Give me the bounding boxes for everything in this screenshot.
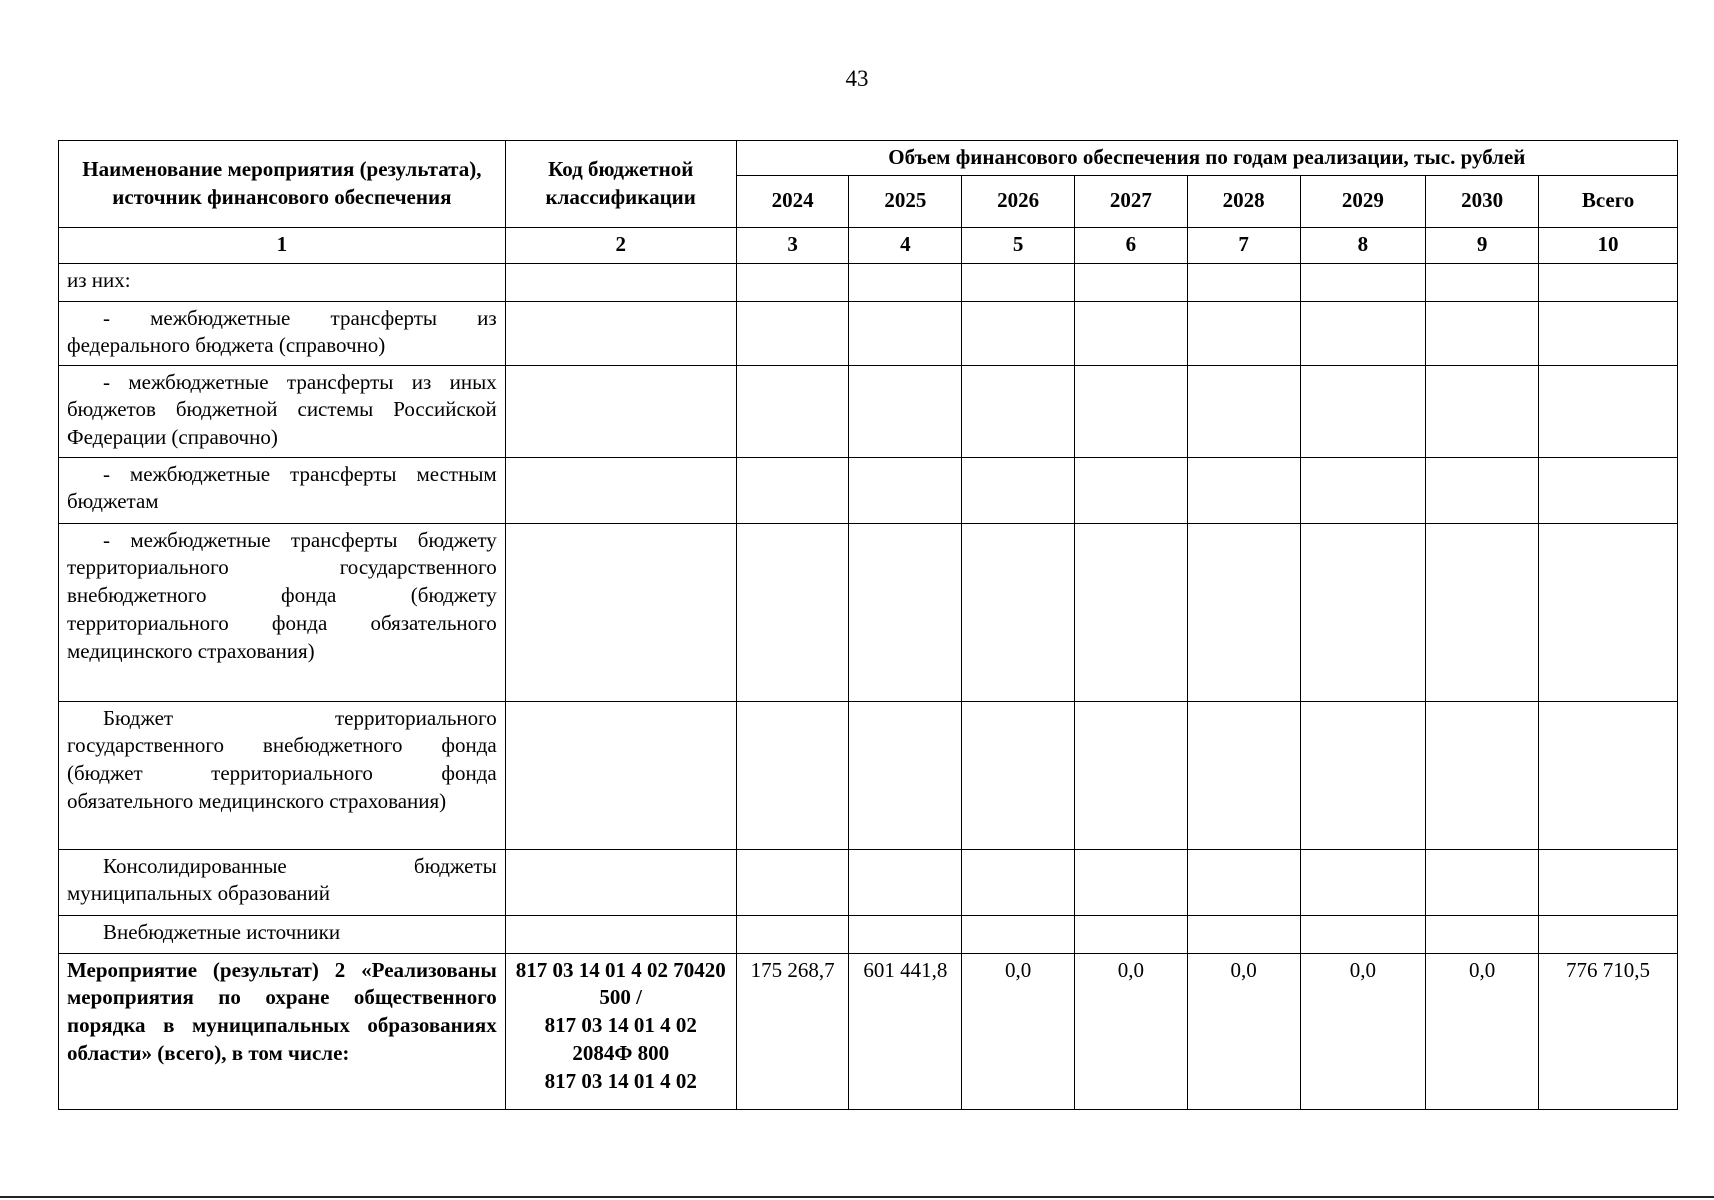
row-name: из них: bbox=[59, 263, 506, 301]
table-row bbox=[59, 953, 1678, 1109]
table-row bbox=[59, 301, 1678, 365]
col-number: 4 bbox=[849, 227, 962, 263]
budget-code bbox=[505, 953, 736, 1109]
value-cell: 0,0 bbox=[1300, 953, 1426, 1109]
budget-code-line: 817 03 14 01 4 02 70420 500 / bbox=[515, 957, 726, 1010]
value-cell: 601 441,8 bbox=[849, 953, 962, 1109]
row-name: - межбюджетные трансферты из иных бюджетов бюджетной системы Российской Федерации (справочно) bbox=[59, 365, 506, 457]
header-year: 2030 bbox=[1426, 175, 1539, 227]
budget-table bbox=[58, 140, 1678, 1110]
col-number: 2 bbox=[505, 227, 736, 263]
header-code: Код бюджетной классификации bbox=[505, 141, 736, 228]
row-name: Мероприятие (результат) 2 «Реализованы мероприятия по охране общественного порядка в муниципальных образованиях области» (всего), в том числе: bbox=[59, 953, 506, 1109]
table-row bbox=[59, 701, 1678, 849]
table-row bbox=[59, 523, 1678, 701]
col-number: 1 bbox=[59, 227, 506, 263]
row-name: Внебюджетные источники bbox=[59, 915, 506, 953]
row-name: Бюджет территориального государственного внебюджетного фонда (бюджет территориального фонда обязательного медицинского страхования) bbox=[59, 701, 506, 849]
col-number: 6 bbox=[1074, 227, 1187, 263]
col-number: 9 bbox=[1426, 227, 1539, 263]
page-bottom-rule bbox=[0, 1196, 1714, 1198]
header-volume: Объем финансового обеспечения по годам реализации, тыс. рублей bbox=[736, 141, 1677, 176]
col-number: 8 bbox=[1300, 227, 1426, 263]
col-number: 3 bbox=[736, 227, 849, 263]
col-number: 10 bbox=[1539, 227, 1678, 263]
row-name: - межбюджетные трансферты из федерального бюджета (справочно) bbox=[59, 301, 506, 365]
header-year: 2024 bbox=[736, 175, 849, 227]
row-name: - межбюджетные трансферты местным бюджетам bbox=[59, 457, 506, 523]
header-year: 2026 bbox=[962, 175, 1075, 227]
header-name: Наименование мероприятия (результата), источник финансового обеспечения bbox=[59, 141, 506, 228]
col-number: 5 bbox=[962, 227, 1075, 263]
value-cell: 0,0 bbox=[1187, 953, 1300, 1109]
value-cell: 0,0 bbox=[1426, 953, 1539, 1109]
header-year: 2027 bbox=[1074, 175, 1187, 227]
table-row bbox=[59, 849, 1678, 915]
row-name: Консолидированные бюджеты муниципальных образований bbox=[59, 849, 506, 915]
header-total: Всего bbox=[1539, 175, 1678, 227]
table-row bbox=[59, 457, 1678, 523]
table-row bbox=[59, 365, 1678, 457]
budget-code-line: 817 03 14 01 4 02 2084Ф 800 bbox=[544, 1013, 697, 1065]
value-cell: 0,0 bbox=[1074, 953, 1187, 1109]
table-row bbox=[59, 915, 1678, 953]
header-year: 2028 bbox=[1187, 175, 1300, 227]
page-number: 43 bbox=[845, 66, 869, 91]
header-year: 2025 bbox=[849, 175, 962, 227]
value-cell: 0,0 bbox=[962, 953, 1075, 1109]
header-year: 2029 bbox=[1300, 175, 1426, 227]
value-cell: 776 710,5 bbox=[1539, 953, 1678, 1109]
budget-code-line: 817 03 14 01 4 02 bbox=[544, 1068, 697, 1093]
col-number: 7 bbox=[1187, 227, 1300, 263]
row-name: - межбюджетные трансферты бюджету территориального государственного внебюджетного фонда (бюджету территориального фонда обязательного медицинского страхования) bbox=[59, 523, 506, 701]
table-row bbox=[59, 263, 1678, 301]
value-cell: 175 268,7 bbox=[736, 953, 849, 1109]
